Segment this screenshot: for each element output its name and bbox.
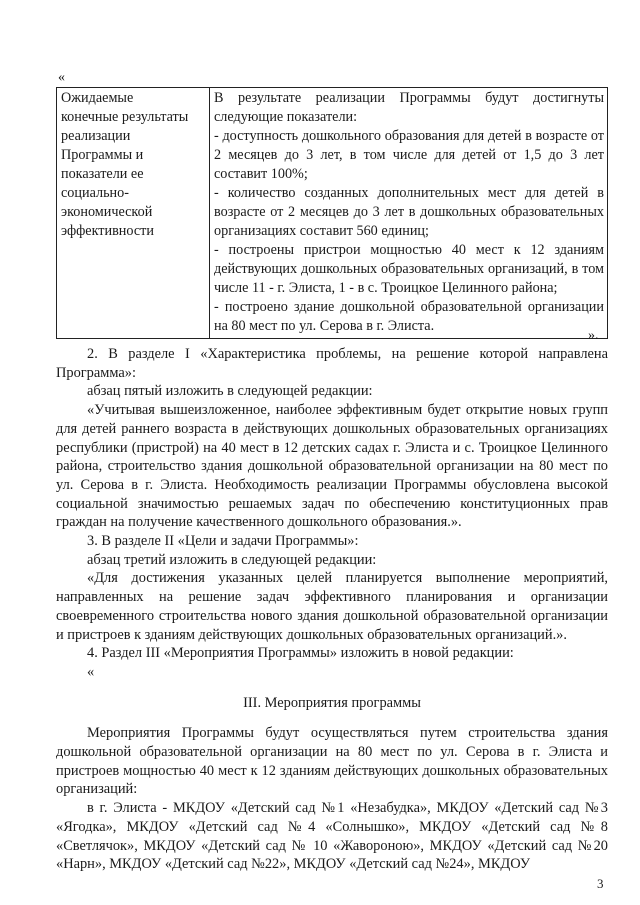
paragraph-quoted-text: «Для достижения указанных целей планируется выполнение мероприятий, направленных на решение задач эффективного планирования и организации своевременного строительства нового здания дошкольной образовательной организации и пристроев к зданиям действующих дошкольных образовательных организаций.».: [56, 570, 608, 643]
paragraph-instruction: абзац пятый изложить в следующей редакции:: [87, 383, 373, 400]
label-line: реализации: [61, 128, 131, 144]
paragraph-quoted-text: «Учитывая вышеизложенное, наиболее эффективным будет открытие новых групп для детей раннего возраста в действующих дошкольных образовательных организациях республики (пристрой) на 40 мест в 12 детских садах г. Элиста и с. Троицкое Целинного района, строительство здания дошкольной образовательной организации на 80 мест по ул. Серова в г. Элиста. Необходимость реализации Программы обусловлена высокой социальной значимостью решаемых задач по обеспечению конституционных прав граждан на получение качественного дошкольного образования.».: [56, 402, 608, 531]
label-line: Программы и: [61, 147, 144, 163]
page-number: 3: [597, 876, 604, 891]
paragraph-section-3: 4. Раздел III «Мероприятия Программы» изложить в новой редакции:: [87, 645, 514, 662]
closing-quote-mark: ».: [588, 328, 599, 343]
label-line: Ожидаемые: [61, 90, 134, 106]
paragraph-instruction: абзац третий изложить в следующей редакции:: [87, 551, 377, 568]
body-text: [56, 345, 608, 874]
label-line: эффективности: [61, 223, 154, 239]
table-row: [57, 88, 608, 339]
opening-quote-mark: «: [58, 70, 65, 85]
label-line: конечные результаты: [61, 109, 189, 125]
indicator-label-cell: [57, 88, 210, 339]
paragraph-open-quote: «: [87, 663, 95, 680]
program-indicators-table: [56, 87, 608, 339]
indicator-item: - построено здание дошкольной образовательной организации на 80 мест по ул. Серова в г. Элиста.: [214, 299, 604, 334]
indicator-values-cell: [210, 88, 608, 339]
indicator-item: - доступность дошкольного образования для детей в возрасте от 2 месяцев до 3 лет, в том числе для детей от 1,5 до 3 лет составит 100%;: [214, 128, 604, 182]
paragraph-section-2: 3. В разделе II «Цели и задачи Программы»:: [87, 533, 359, 550]
indicator-item: - количество созданных дополнительных мест для детей в возрасте от 2 месяцев до 3 лет в дошкольных образовательных организациях составит 560 единиц;: [214, 185, 604, 239]
paragraph-section-1: 2. В разделе I «Характеристика проблемы, на решение которой направлена Программа»:: [56, 346, 608, 381]
indicator-item: - построены пристрои мощностью 40 мест к 12 зданиям действующих дошкольных образовательных организаций, в том числе 11 - г. Элиста, 1 - в с. Троицкое Целинного района;: [214, 242, 604, 296]
label-line: показатели ее: [61, 166, 144, 182]
indicators-intro: В результате реализации Программы будут достигнуты следующие показатели:: [214, 90, 604, 125]
paragraph-kindergarten-list: в г. Элиста - МКДОУ «Детский сад №1 «Незабудка», МКДОУ «Детский сад №3 «Ягодка», МКДОУ «Детский сад №4 «Солнышко», МКДОУ «Детский сад №8 «Светлячок», МКДОУ «Детский сад № 10 «Жавороною», МКДОУ «Детский сад №20 «Нарн», МКДОУ «Детский сад №22», МКДОУ «Детский сад №24», МКДОУ: [56, 800, 608, 873]
label-line: социально-: [61, 185, 129, 201]
section-heading: III. Мероприятия программы: [243, 694, 421, 711]
paragraph-measures: Мероприятия Программы будут осуществляться путем строительства здания дошкольной образовательной организации на 80 мест по ул. Серова в г. Элиста и пристроев мощностью 40 мест к 12 зданиям действующих дошкольных образовательных организаций:: [56, 725, 608, 798]
label-line: экономической: [61, 204, 153, 220]
